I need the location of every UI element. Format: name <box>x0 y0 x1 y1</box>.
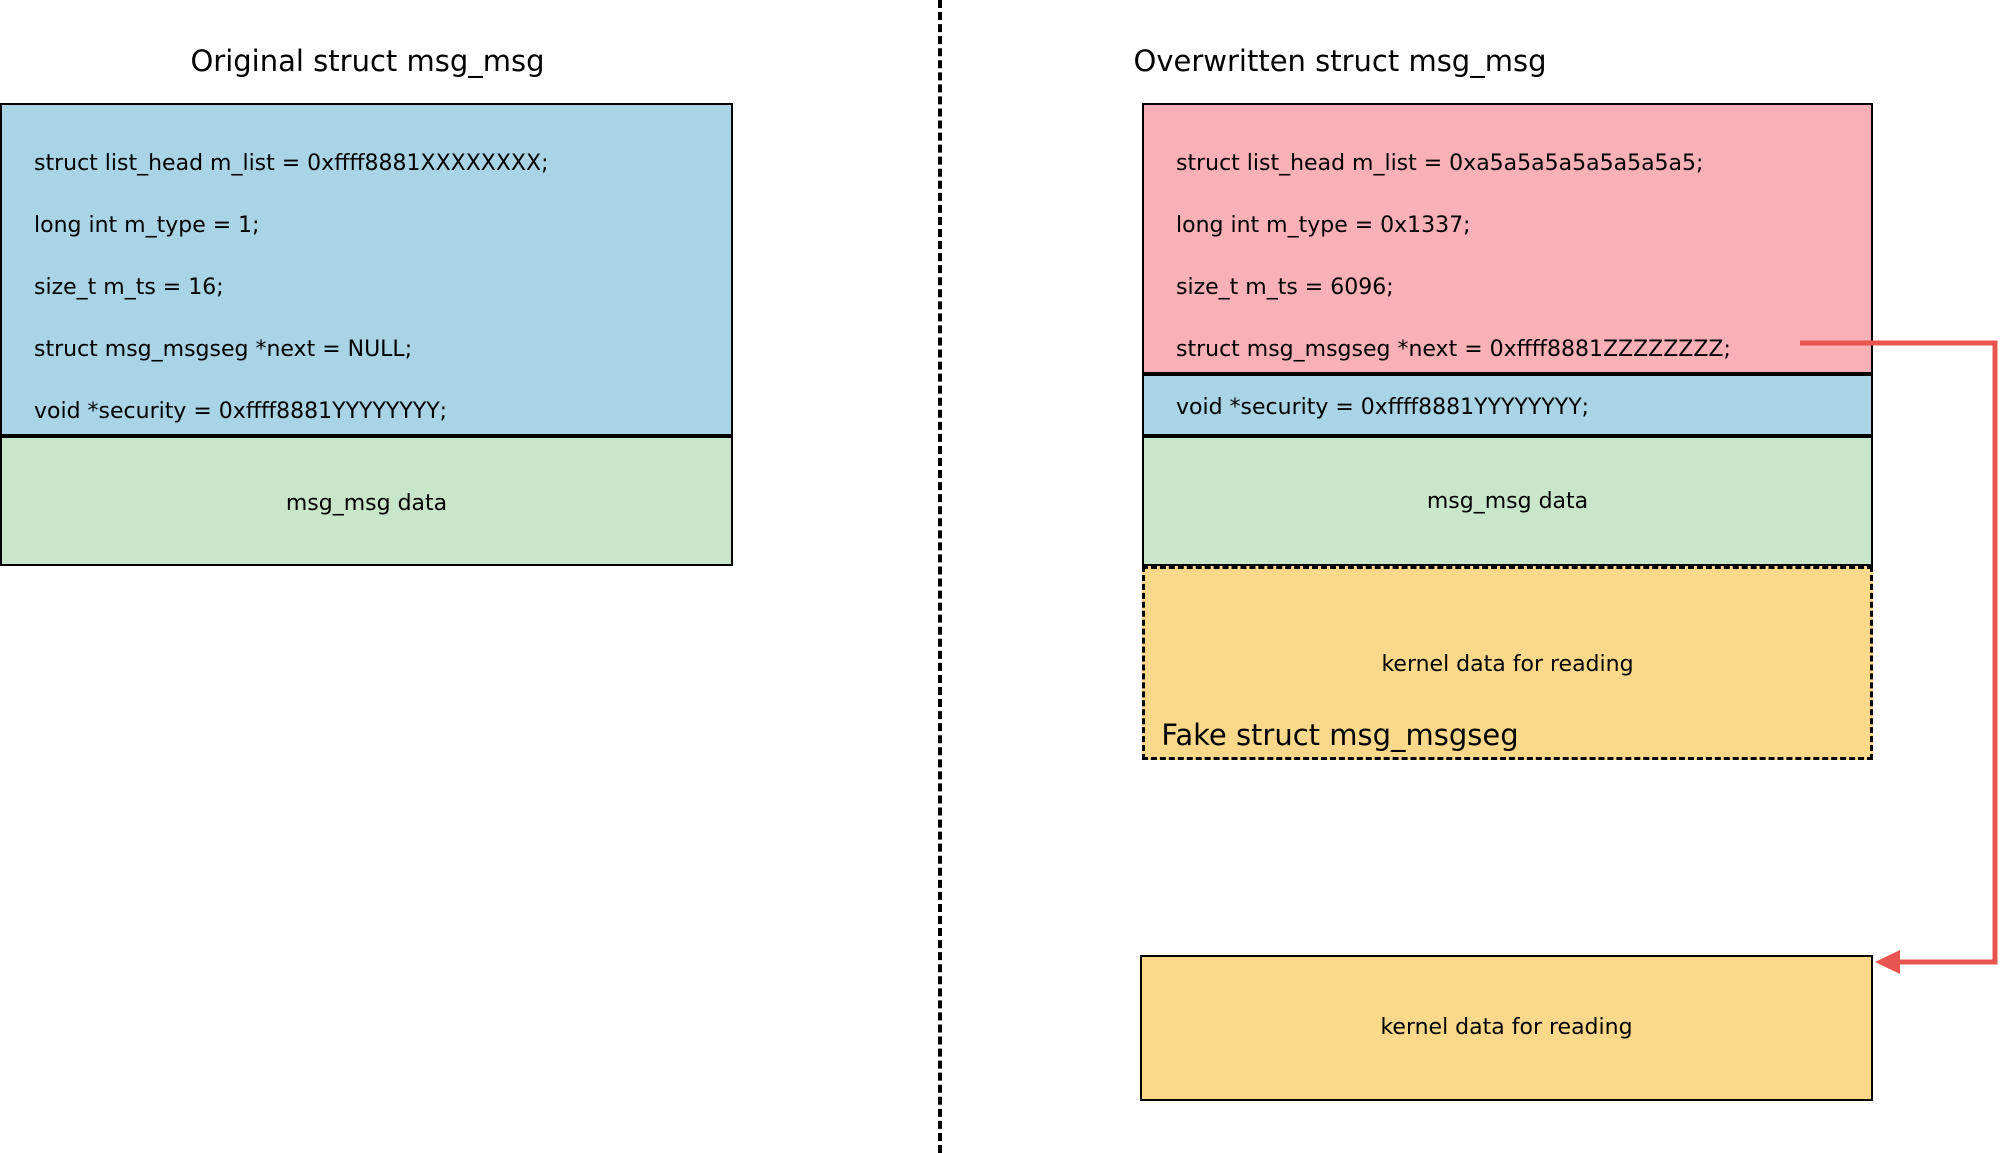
original-field-security: void *security = 0xffff8881YYYYYYYY; <box>34 399 448 424</box>
kernel-data-overflow-label: kernel data for reading <box>1381 652 1634 677</box>
original-msg-header-box <box>0 103 733 436</box>
right-panel-title: Overwritten struct msg_msg <box>1133 44 1547 78</box>
overwritten-field-m-ts: size_t m_ts = 6096; <box>1176 275 1394 300</box>
original-field-next: struct msg_msgseg *next = NULL; <box>34 337 413 362</box>
fake-msgseg-box <box>1140 955 1873 1101</box>
overwritten-msg-data-box <box>1142 436 1873 566</box>
left-panel-title: Original struct msg_msg <box>190 44 545 78</box>
overwritten-security-box <box>1142 374 1873 436</box>
overwritten-field-security: void *security = 0xffff8881YYYYYYYY; <box>1176 395 1590 420</box>
panel-divider <box>938 0 942 1153</box>
overwritten-msg-header-box <box>1142 103 1873 374</box>
original-field-m-list: struct list_head m_list = 0xffff8881XXXXXXXX; <box>34 151 549 176</box>
original-field-m-ts: size_t m_ts = 16; <box>34 275 224 300</box>
overwritten-field-m-list: struct list_head m_list = 0xa5a5a5a5a5a5a5a5; <box>1176 151 1704 176</box>
original-field-m-type: long int m_type = 1; <box>34 213 260 238</box>
fake-msgseg-title: Fake struct msg_msgseg <box>1161 718 1519 752</box>
overwritten-field-next: struct msg_msgseg *next = 0xffff8881ZZZZZZZZ; <box>1176 337 1731 362</box>
fake-msgseg-data-label: kernel data for reading <box>1380 1015 1633 1040</box>
original-msg-data-label: msg_msg data <box>285 491 448 516</box>
overwritten-msg-data-label: msg_msg data <box>1426 489 1589 514</box>
overwritten-field-m-type: long int m_type = 0x1337; <box>1176 213 1471 238</box>
original-msg-data-box <box>0 436 733 566</box>
